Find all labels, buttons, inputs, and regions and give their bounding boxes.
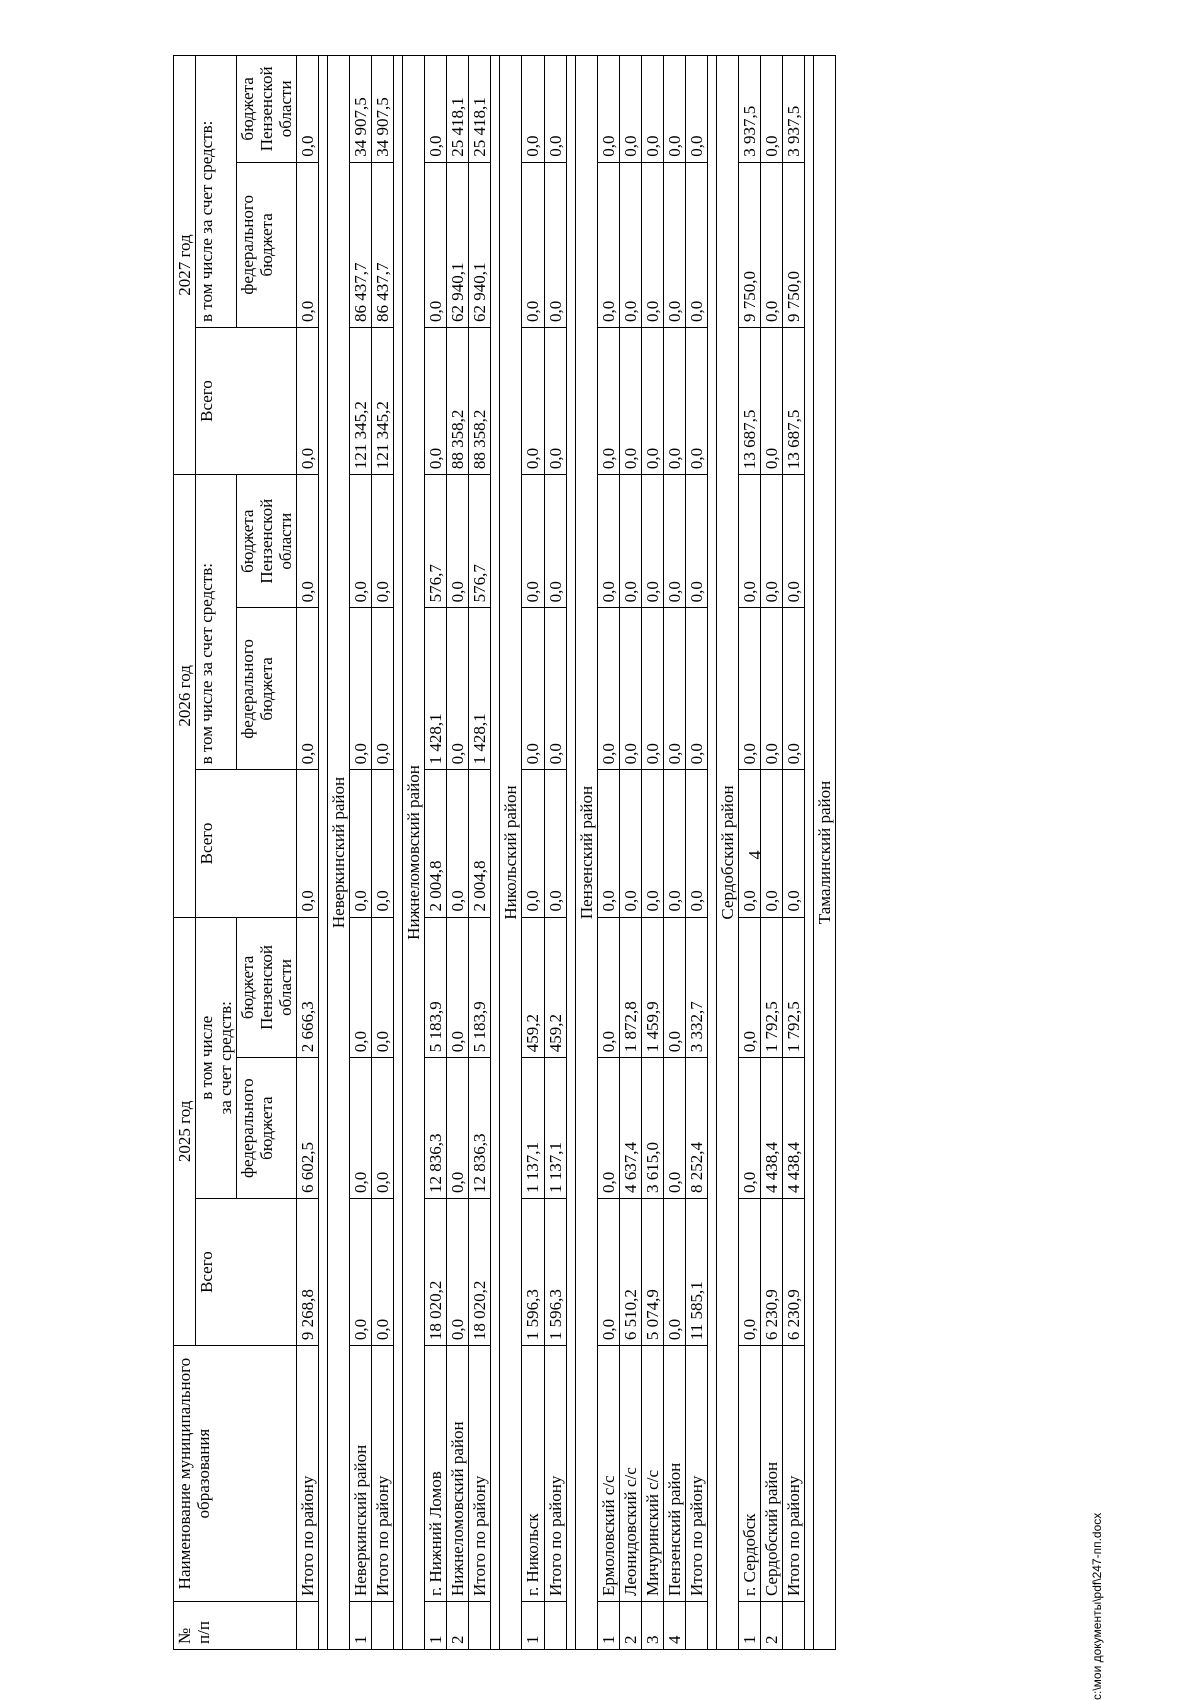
municipality-name-cell: Мичуринский с/с — [641, 1346, 663, 1602]
value-cell: 0,0 — [663, 770, 685, 917]
spacer-row — [491, 56, 500, 1650]
municipality-name-cell: Ермоловский с/с — [597, 1346, 619, 1602]
section-title: Никольский район — [500, 56, 522, 1650]
value-cell: 0,0 — [619, 608, 641, 770]
value-cell: 121 345,2 — [350, 327, 372, 474]
value-cell: 13 687,5 — [738, 327, 760, 474]
value-cell: 0,0 — [738, 1199, 760, 1346]
value-cell: 0,0 — [372, 608, 394, 770]
value-cell: 0,0 — [738, 917, 760, 1058]
value-cell: 0,0 — [782, 475, 804, 608]
value-cell: 0,0 — [447, 917, 469, 1058]
header-total-2026: Всего — [196, 770, 297, 917]
value-cell: 0,0 — [760, 608, 782, 770]
value-cell: 5 074,9 — [641, 1199, 663, 1346]
table-row — [469, 56, 491, 1650]
header-total-2027: Всего — [196, 327, 297, 474]
value-cell: 0,0 — [522, 475, 544, 608]
value-cell: 1 459,9 — [641, 917, 663, 1058]
row-number-cell: 1 — [522, 1602, 544, 1650]
value-cell: 0,0 — [372, 1199, 394, 1346]
value-cell: 0,0 — [597, 475, 619, 608]
value-cell: 0,0 — [522, 162, 544, 327]
table-row — [663, 56, 685, 1650]
value-cell: 4 438,4 — [782, 1058, 804, 1199]
spacer-cell — [319, 56, 328, 1650]
table-row — [597, 56, 619, 1650]
value-cell: 0,0 — [641, 162, 663, 327]
funding-table — [173, 55, 836, 1650]
table-row — [447, 56, 469, 1650]
section-row — [403, 56, 425, 1650]
value-cell: 0,0 — [685, 56, 707, 163]
value-cell: 0,0 — [663, 917, 685, 1058]
value-cell: 3 937,5 — [738, 56, 760, 163]
spacer-row — [804, 56, 813, 1650]
value-cell: 0,0 — [738, 608, 760, 770]
section-row — [716, 56, 738, 1650]
value-cell: 1 137,1 — [544, 1058, 566, 1199]
value-cell: 0,0 — [663, 56, 685, 163]
value-cell: 1 872,8 — [619, 917, 641, 1058]
value-cell: 88 358,2 — [447, 327, 469, 474]
value-cell: 1 428,1 — [425, 608, 447, 770]
header-total-2025: Всего — [196, 1199, 297, 1346]
row-number-cell — [685, 1602, 707, 1650]
value-cell: 0,0 — [350, 608, 372, 770]
section-title: Тамалинский район — [813, 56, 835, 1650]
header-federal-2027: федерального бюджета — [237, 162, 297, 327]
header-regional-2025: бюджета Пензенской области — [237, 917, 297, 1058]
value-cell: 25 418,1 — [469, 56, 491, 163]
value-cell: 0,0 — [760, 475, 782, 608]
value-cell: 0,0 — [782, 770, 804, 917]
value-cell: 0,0 — [447, 1199, 469, 1346]
value-cell: 3 615,0 — [641, 1058, 663, 1199]
spacer-cell — [491, 56, 500, 1650]
row-number-cell — [782, 1602, 804, 1650]
spacer-row — [566, 56, 575, 1650]
value-cell: 13 687,5 — [782, 327, 804, 474]
value-cell: 0,0 — [297, 327, 319, 474]
value-cell: 18 020,2 — [469, 1199, 491, 1346]
table-row — [738, 56, 760, 1650]
row-number-cell: 1 — [597, 1602, 619, 1650]
section-row — [813, 56, 835, 1650]
value-cell: 576,7 — [425, 475, 447, 608]
row-number-cell: 1 — [350, 1602, 372, 1650]
row-number-cell — [469, 1602, 491, 1650]
municipality-name-cell: г. Нижний Ломов — [425, 1346, 447, 1602]
municipality-name-cell: Леонидовский с/с — [619, 1346, 641, 1602]
municipality-name-cell: Итого по району — [685, 1346, 707, 1602]
value-cell: 576,7 — [469, 475, 491, 608]
table-row — [619, 56, 641, 1650]
value-cell: 0,0 — [663, 1199, 685, 1346]
row-number-cell: 1 — [738, 1602, 760, 1650]
value-cell: 0,0 — [372, 917, 394, 1058]
value-cell: 9 750,0 — [738, 162, 760, 327]
value-cell: 0,0 — [760, 162, 782, 327]
value-cell: 12 836,3 — [469, 1058, 491, 1199]
value-cell: 0,0 — [619, 162, 641, 327]
value-cell: 0,0 — [350, 917, 372, 1058]
spacer-row — [394, 56, 403, 1650]
table-row — [297, 56, 319, 1650]
value-cell: 0,0 — [685, 162, 707, 327]
value-cell: 0,0 — [738, 770, 760, 917]
value-cell: 0,0 — [738, 1058, 760, 1199]
value-cell: 0,0 — [425, 162, 447, 327]
value-cell: 0,0 — [663, 475, 685, 608]
header-federal-2025: федерального бюджета — [237, 1058, 297, 1199]
value-cell: 0,0 — [597, 608, 619, 770]
value-cell: 3 937,5 — [782, 56, 804, 163]
spacer-cell — [394, 56, 403, 1650]
value-cell: 0,0 — [522, 56, 544, 163]
row-number-cell: 4 — [663, 1602, 685, 1650]
value-cell: 86 437,7 — [372, 162, 394, 327]
value-cell: 9 750,0 — [782, 162, 804, 327]
value-cell: 0,0 — [597, 56, 619, 163]
value-cell: 0,0 — [544, 327, 566, 474]
row-number-cell: 2 — [619, 1602, 641, 1650]
value-cell: 0,0 — [685, 608, 707, 770]
value-cell: 0,0 — [297, 162, 319, 327]
value-cell: 121 345,2 — [372, 327, 394, 474]
value-cell: 0,0 — [372, 1058, 394, 1199]
value-cell: 0,0 — [297, 56, 319, 163]
value-cell: 0,0 — [619, 327, 641, 474]
value-cell: 0,0 — [641, 770, 663, 917]
municipality-name-cell: Сердобский район — [760, 1346, 782, 1602]
value-cell: 0,0 — [544, 56, 566, 163]
value-cell: 0,0 — [372, 475, 394, 608]
value-cell: 0,0 — [297, 608, 319, 770]
value-cell: 0,0 — [685, 475, 707, 608]
header-including-2025: в том числе за счет средств: — [196, 917, 237, 1198]
value-cell: 0,0 — [447, 1058, 469, 1199]
value-cell: 0,0 — [447, 475, 469, 608]
value-cell: 0,0 — [544, 608, 566, 770]
section-row — [500, 56, 522, 1650]
row-number-cell — [297, 1602, 319, 1650]
municipality-name-cell: Итого по району — [782, 1346, 804, 1602]
value-cell: 0,0 — [544, 475, 566, 608]
value-cell: 0,0 — [425, 327, 447, 474]
header-year-2027: 2027 год — [174, 56, 196, 475]
value-cell: 0,0 — [425, 56, 447, 163]
municipality-name-cell: Итого по району — [544, 1346, 566, 1602]
municipality-name-cell: Итого по району — [372, 1346, 394, 1602]
value-cell: 4 637,4 — [619, 1058, 641, 1199]
value-cell: 0,0 — [447, 608, 469, 770]
value-cell: 0,0 — [597, 1058, 619, 1199]
value-cell: 0,0 — [597, 162, 619, 327]
header-name: Наименование муниципального образования — [174, 1346, 297, 1602]
value-cell: 0,0 — [350, 1199, 372, 1346]
header-federal-2026: федерального бюджета — [237, 608, 297, 770]
value-cell: 6 602,5 — [297, 1058, 319, 1199]
value-cell: 6 230,9 — [760, 1199, 782, 1346]
value-cell: 34 907,5 — [372, 56, 394, 163]
value-cell: 0,0 — [619, 770, 641, 917]
table-row — [544, 56, 566, 1650]
value-cell: 34 907,5 — [350, 56, 372, 163]
municipality-name-cell: Нижнеломовский район — [447, 1346, 469, 1602]
section-title: Пензенский район — [575, 56, 597, 1650]
value-cell: 0,0 — [663, 608, 685, 770]
section-title: Сердобский район — [716, 56, 738, 1650]
value-cell: 1 596,3 — [522, 1199, 544, 1346]
row-number-cell: 3 — [641, 1602, 663, 1650]
spacer-cell — [804, 56, 813, 1650]
value-cell: 0,0 — [663, 1058, 685, 1199]
value-cell: 0,0 — [544, 770, 566, 917]
header-year-2025: 2025 год — [174, 917, 196, 1346]
value-cell: 6 510,2 — [619, 1199, 641, 1346]
value-cell: 0,0 — [641, 608, 663, 770]
value-cell: 0,0 — [544, 162, 566, 327]
value-cell: 62 940,1 — [469, 162, 491, 327]
table-row — [425, 56, 447, 1650]
value-cell: 5 183,9 — [469, 917, 491, 1058]
value-cell: 0,0 — [350, 770, 372, 917]
value-cell: 0,0 — [619, 56, 641, 163]
value-cell: 18 020,2 — [425, 1199, 447, 1346]
value-cell: 86 437,7 — [350, 162, 372, 327]
municipality-name-cell: Итого по району — [469, 1346, 491, 1602]
value-cell: 0,0 — [685, 770, 707, 917]
municipality-name-cell: Итого по району — [297, 1346, 319, 1602]
value-cell: 4 438,4 — [760, 1058, 782, 1199]
value-cell: 459,2 — [522, 917, 544, 1058]
municipality-name-cell: Пензенский район — [663, 1346, 685, 1602]
spacer-cell — [566, 56, 575, 1650]
footer-file-path: c:\мои документы\pdf\247-пп.docx — [1090, 1512, 1104, 1700]
value-cell: 5 183,9 — [425, 917, 447, 1058]
value-cell: 0,0 — [641, 475, 663, 608]
value-cell: 0,0 — [522, 608, 544, 770]
row-number-cell — [372, 1602, 394, 1650]
value-cell: 0,0 — [760, 327, 782, 474]
value-cell: 62 940,1 — [447, 162, 469, 327]
value-cell: 0,0 — [641, 327, 663, 474]
section-row — [328, 56, 350, 1650]
table-row — [685, 56, 707, 1650]
value-cell: 25 418,1 — [447, 56, 469, 163]
table-row — [350, 56, 372, 1650]
section-row — [575, 56, 597, 1650]
value-cell: 0,0 — [641, 56, 663, 163]
section-title: Неверкинский район — [328, 56, 350, 1650]
municipality-name-cell: Неверкинский район — [350, 1346, 372, 1602]
value-cell: 1 792,5 — [782, 917, 804, 1058]
value-cell: 1 792,5 — [760, 917, 782, 1058]
spacer-row — [707, 56, 716, 1650]
header-including-2027: в том числе за счет средств: — [196, 56, 237, 328]
table-row — [760, 56, 782, 1650]
value-cell: 6 230,9 — [782, 1199, 804, 1346]
value-cell: 9 268,8 — [297, 1199, 319, 1346]
header-num: № п/п — [174, 1602, 297, 1650]
municipality-name-cell: г. Сердобск — [738, 1346, 760, 1602]
value-cell: 0,0 — [597, 917, 619, 1058]
value-cell: 0,0 — [663, 327, 685, 474]
row-number-cell — [544, 1602, 566, 1650]
value-cell: 0,0 — [782, 608, 804, 770]
header-year-2026: 2026 год — [174, 475, 196, 917]
value-cell: 0,0 — [522, 327, 544, 474]
page-number: 4 — [745, 850, 765, 860]
value-cell: 88 358,2 — [469, 327, 491, 474]
row-number-cell: 2 — [447, 1602, 469, 1650]
value-cell: 0,0 — [738, 475, 760, 608]
table-body — [297, 56, 836, 1650]
value-cell: 0,0 — [297, 475, 319, 608]
value-cell: 1 137,1 — [522, 1058, 544, 1199]
value-cell: 1 596,3 — [544, 1199, 566, 1346]
value-cell: 0,0 — [350, 475, 372, 608]
header-regional-2027: бюджета Пензенской области — [237, 56, 297, 163]
value-cell: 0,0 — [522, 770, 544, 917]
value-cell: 0,0 — [372, 770, 394, 917]
value-cell: 2 004,8 — [425, 770, 447, 917]
value-cell: 0,0 — [619, 475, 641, 608]
value-cell: 459,2 — [544, 917, 566, 1058]
header-regional-2026: бюджета Пензенской области — [237, 475, 297, 608]
value-cell: 12 836,3 — [425, 1058, 447, 1199]
rotated-table-container — [173, 55, 1028, 1650]
value-cell: 0,0 — [597, 770, 619, 917]
table-row — [782, 56, 804, 1650]
value-cell: 0,0 — [447, 770, 469, 917]
value-cell: 8 252,4 — [685, 1058, 707, 1199]
value-cell: 3 332,7 — [685, 917, 707, 1058]
table-row — [522, 56, 544, 1650]
value-cell: 1 428,1 — [469, 608, 491, 770]
value-cell: 0,0 — [597, 1199, 619, 1346]
value-cell: 0,0 — [760, 56, 782, 163]
value-cell: 0,0 — [685, 327, 707, 474]
value-cell: 0,0 — [350, 1058, 372, 1199]
header-including-2026: в том числе за счет средств: — [196, 475, 237, 770]
table-row — [641, 56, 663, 1650]
value-cell: 0,0 — [663, 162, 685, 327]
spacer-row — [319, 56, 328, 1650]
value-cell: 2 004,8 — [469, 770, 491, 917]
value-cell: 0,0 — [760, 770, 782, 917]
spacer-cell — [707, 56, 716, 1650]
value-cell: 2 666,3 — [297, 917, 319, 1058]
value-cell: 11 585,1 — [685, 1199, 707, 1346]
table-row — [372, 56, 394, 1650]
municipality-name-cell: г. Никольск — [522, 1346, 544, 1602]
row-number-cell: 2 — [760, 1602, 782, 1650]
section-title: Нижнеломовский район — [403, 56, 425, 1650]
value-cell: 0,0 — [597, 327, 619, 474]
value-cell: 0,0 — [297, 770, 319, 917]
row-number-cell: 1 — [425, 1602, 447, 1650]
